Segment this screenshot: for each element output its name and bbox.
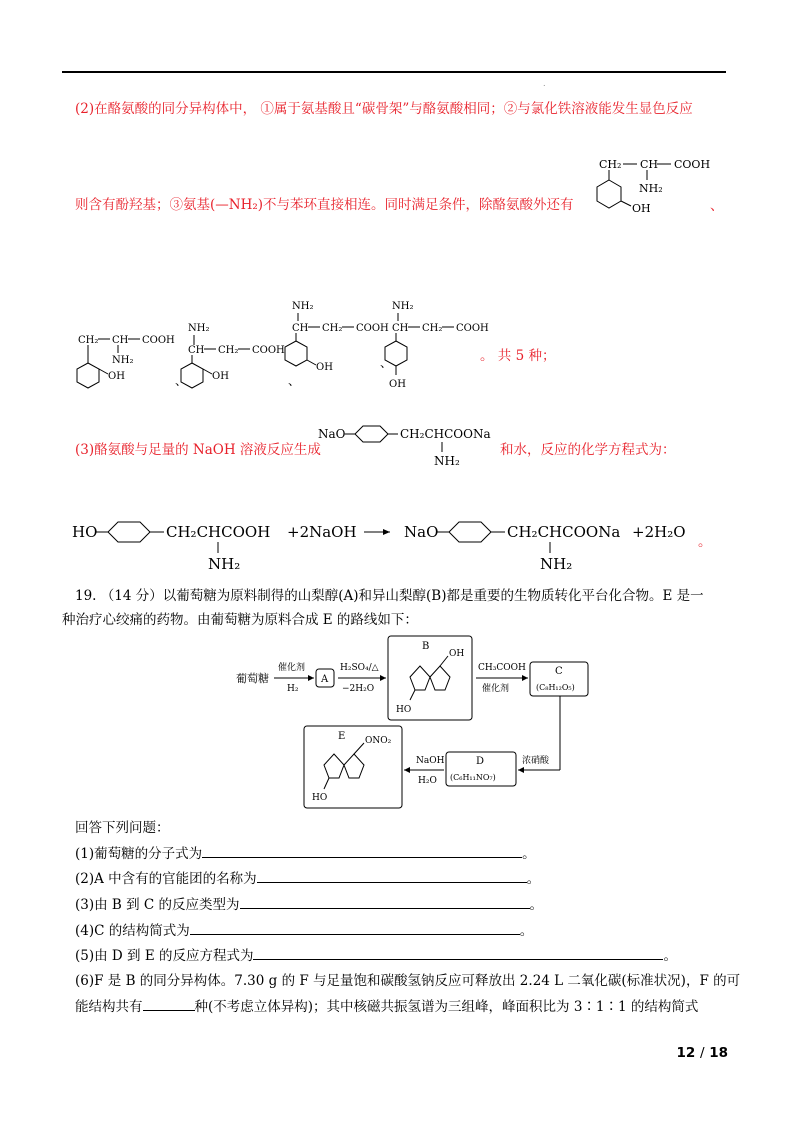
q19-intro-line1: 19. （14 分）以葡萄糖为原料制得的山梨醇(A)和异山梨醇(B)都是重要的生物质转化平台化合物。E 是一 — [75, 588, 704, 604]
svg-text:CH: CH — [292, 323, 309, 334]
svg-text:(C₈H₁₂O₅): (C₈H₁₂O₅) — [536, 683, 575, 692]
svg-text:NH₂: NH₂ — [188, 323, 210, 334]
svg-text:CH₂CHCOONa: CH₂CHCOONa — [400, 427, 491, 441]
svg-text:+2NaOH: +2NaOH — [287, 523, 357, 541]
answer-blank-1[interactable] — [202, 843, 522, 858]
svg-text:CH: CH — [392, 323, 409, 334]
answer-3-line-a: (3)酪氨酸与足量的 NaOH 溶液反应生成 — [75, 442, 321, 458]
answer-2-line1: (2)在酪氨酸的同分异构体中， ①属于氨基酸且“碳骨架”与酪氨酸相同；②与氯化铁溶液能发生显色反应 — [75, 101, 693, 117]
structure-row — [70, 295, 540, 405]
answer-blank-2[interactable] — [257, 868, 527, 883]
answer-3-line-b: 和水，反应的化学方程式为： — [500, 442, 676, 458]
label-nh2: NH₂ — [639, 182, 663, 195]
label-ch: CH — [640, 158, 659, 171]
svg-text:CH₂: CH₂ — [322, 323, 343, 334]
svg-text:NH₂: NH₂ — [540, 555, 573, 573]
svg-text:COOH: COOH — [142, 335, 175, 346]
svg-text:D: D — [476, 756, 485, 767]
q19-2: (2)A 中含有的官能团的名称为 。 — [75, 868, 540, 889]
svg-text:NH₂: NH₂ — [392, 301, 414, 312]
structure-isomer-2 — [77, 335, 175, 388]
svg-text:催化剂: 催化剂 — [482, 684, 510, 694]
separator-comma: 、 — [710, 198, 724, 214]
svg-text:OH: OH — [449, 649, 465, 659]
svg-text:OH: OH — [316, 362, 333, 373]
svg-text:CH₂CHCOOH: CH₂CHCOOH — [166, 523, 271, 541]
answer-blank-3[interactable] — [240, 894, 530, 909]
equation-period: 。 — [698, 534, 712, 550]
q19-6-line1: (6)F 是 B 的同分异构体。7.30 g 的 F 与足量饱和碳酸氢钠反应可释放出 2.24 L 二氧化碳(标准状况)，F 的可 — [75, 973, 741, 989]
svg-text:CH₂: CH₂ — [218, 345, 239, 356]
svg-text:NaO: NaO — [318, 427, 346, 441]
q19-4: (4)C 的结构简式为 。 — [75, 920, 533, 941]
svg-text:NH₂: NH₂ — [292, 301, 314, 312]
synthesis-route — [230, 632, 620, 810]
svg-text:(C₆H₁₁NO₇): (C₆H₁₁NO₇) — [450, 773, 496, 782]
svg-text:OH: OH — [108, 371, 125, 382]
svg-text:浓硝酸: 浓硝酸 — [522, 756, 550, 766]
label-oh: OH — [632, 202, 651, 215]
svg-text:COOH: COOH — [252, 345, 285, 356]
answer-blank-6[interactable] — [143, 996, 195, 1011]
svg-text:CH₂: CH₂ — [78, 335, 99, 346]
q19-5: (5)由 D 到 E 的反应方程式为 。 — [75, 945, 677, 966]
q19-prompt: 回答下列问题： — [75, 820, 170, 836]
answer-blank-5[interactable] — [253, 945, 663, 960]
svg-text:+2H₂O: +2H₂O — [632, 523, 686, 541]
svg-text:H₂: H₂ — [287, 684, 299, 694]
svg-text:B: B — [422, 641, 430, 652]
structure-isomer-3 — [181, 323, 285, 388]
svg-text:CH: CH — [112, 335, 129, 346]
header-rule — [62, 71, 726, 73]
reaction-equation — [72, 505, 722, 580]
svg-text:NaO: NaO — [404, 523, 439, 541]
answer-2-line2: 则含有酚羟基；③氨基(—NH₂)不与苯环直接相连。同时满足条件，除酪氨酸外还有 — [75, 197, 574, 213]
svg-text:H₂O: H₂O — [418, 776, 437, 786]
svg-text:HO: HO — [396, 705, 412, 715]
comma-2: 、 — [288, 374, 301, 388]
svg-text:COOH: COOH — [356, 323, 389, 334]
svg-text:催化剂: 催化剂 — [278, 663, 306, 673]
q19-1: (1)葡萄糖的分子式为 。 — [75, 843, 536, 864]
svg-text:OH: OH — [389, 379, 406, 390]
svg-text:OH: OH — [212, 371, 229, 382]
page-number: 12 / 18 — [676, 1045, 728, 1061]
svg-text:−2H₂O: −2H₂O — [342, 684, 375, 694]
svg-text:HO: HO — [72, 523, 98, 541]
label-ch2: CH₂ — [599, 158, 622, 171]
svg-text:C: C — [555, 666, 563, 677]
label-cooh: COOH — [674, 158, 711, 171]
q19-intro-line2: 种治疗心绞痛的药物。由葡萄糖为原料合成 E 的路线如下： — [62, 612, 418, 628]
structure-isomer-5 — [385, 301, 489, 390]
svg-text:NH₂: NH₂ — [434, 454, 460, 468]
comma-3: 、 — [380, 356, 393, 370]
svg-text:CH₂: CH₂ — [422, 323, 443, 334]
svg-text:NaOH: NaOH — [416, 756, 445, 766]
structure-isomer-4 — [285, 301, 389, 373]
svg-text:CH: CH — [188, 345, 205, 356]
svg-text:H₂SO₄/△: H₂SO₄/△ — [340, 663, 379, 673]
svg-text:HO: HO — [312, 793, 328, 803]
svg-text:ONO₂: ONO₂ — [365, 736, 392, 746]
comma-1: 、 — [175, 374, 188, 388]
svg-text:CH₃COOH: CH₃COOH — [478, 663, 526, 673]
svg-text:NH₂: NH₂ — [208, 555, 241, 573]
svg-text:E: E — [338, 731, 346, 742]
glucose-label: 葡萄糖 — [236, 672, 269, 685]
svg-text:COOH: COOH — [456, 323, 489, 334]
svg-text:CH₂CHCOONa: CH₂CHCOONa — [507, 523, 621, 541]
structure-isomer-1 — [585, 150, 715, 230]
header-dot: . — [543, 79, 546, 88]
q19-6-line2: 能结构共有 种(不考虑立体异构)；其中核磁共振氢谱为三组峰，峰面积比为 3∶1∶1 的结构简式 — [75, 996, 698, 1017]
structure-sodium-salt — [318, 418, 498, 473]
isomer-count: 。 共 5 种； — [480, 348, 556, 364]
answer-blank-4[interactable] — [190, 920, 520, 935]
svg-text:NH₂: NH₂ — [112, 355, 134, 366]
q19-3: (3)由 B 到 C 的反应类型为 。 — [75, 894, 543, 915]
svg-text:A: A — [321, 674, 329, 685]
